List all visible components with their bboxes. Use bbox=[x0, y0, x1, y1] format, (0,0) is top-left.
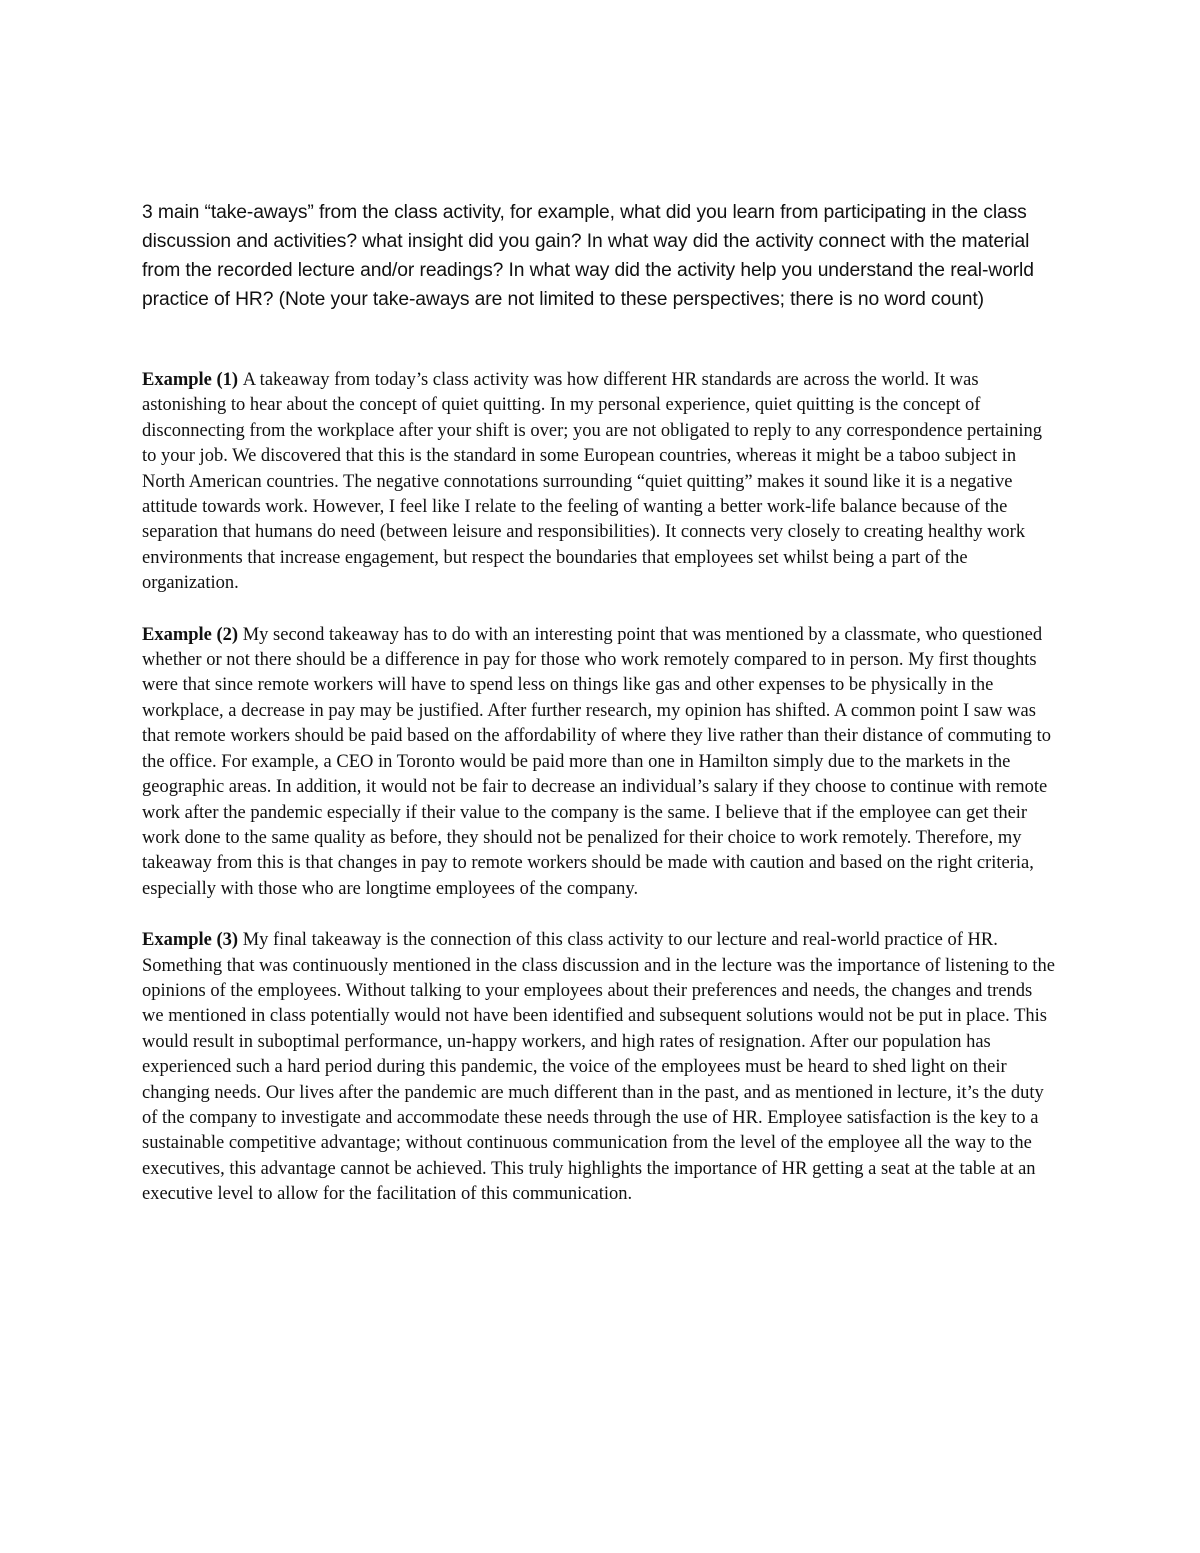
example-label-1: Example (1) bbox=[142, 370, 243, 390]
assignment-prompt: 3 main “take-aways” from the class activity, for example, what did you learn from participating in the class discussion and activities? what insight did you gain? In what way did the activity connect with the material from the recorded lecture and/or readings? In what way did the activity help you understand the real-world practice of HR? (Note your take-aways are not limited to these perspectives; there is no word count) bbox=[142, 202, 1034, 310]
takeaway-examples bbox=[142, 368, 1057, 1234]
example-label-2: Example (2) bbox=[142, 624, 243, 645]
example-paragraph-3 bbox=[142, 928, 1057, 1207]
example-label-3: Example (3) bbox=[142, 930, 243, 951]
example-paragraph-1 bbox=[142, 368, 1057, 597]
example-text-3: My final takeaway is the connection of this class activity to our lecture and real-world practice of HR. Something that was continuously mentioned in the class discussion and in the lecture was the importance of listening to the opinions of the employees. Without talking to your employees about their preferences and needs, the changes and trends we mentioned in class potentially would not have been identified and subsequent solutions would not be put in place. This would result in suboptimal performance, un-happy workers, and high rates of resignation. After our population has experienced such a hard period during this pandemic, the voice of the employees must be heard to shed light on their changing needs. Our lives after the pandemic are much different than in the past, and as mentioned in lecture, it’s the duty of the company to investigate and accommodate these needs through the use of HR. Employee satisfaction is the key to a sustainable competitive advantage; without continuous communication from the level of the employee all the way to the executives, this advantage cannot be achieved. This truly highlights the importance of HR getting a seat at the table at an executive level to allow for the facilitation of this communication. bbox=[142, 930, 1056, 1205]
example-text-2: My second takeaway has to do with an interesting point that was mentioned by a classmate, who questioned whether or not there should be a difference in pay for those who work remotely compared to in person. My first thoughts were that since remote workers will have to spend less on things like gas and other expenses to be physically in the workplace, a decrease in pay may be justified. After further research, my opinion has shifted. A common point I saw was that remote workers should be paid based on the affordability of where they live rather than their distance of commuting to the office. For example, a CEO in Toronto would be paid more than one in Hamilton simply due to the markets in the geographic areas. In addition, it would not be fair to decrease an individual’s salary if they choose to continue with remote work after the pandemic especially if their value to the company is the same. I believe that if the employee can get their work done to the same quality as before, they should not be penalized for their choice to work remotely. Therefore, my takeaway from this is that changes in pay to remote workers should be made with caution and based on the right criteria, especially with those who are longtime employees of the company. bbox=[142, 624, 1051, 899]
example-paragraph-2 bbox=[142, 623, 1057, 902]
example-text-1: A takeaway from today’s class activity was how different HR standards are across the world. It was astonishing to hear about the concept of quiet quitting. In my personal experience, quiet quitting is the concept of disconnecting from the workplace after your shift is over; you are not obligated to reply to any correspondence pertaining to your job. We discovered that this is the standard in some European countries, whereas it might be a taboo subject in North American countries. The negative connotations surrounding “quiet quitting” makes it sound like it is a negative attitude towards work. However, I feel like I relate to the feeling of wanting a better work-life balance because of the separation that humans do need (between leisure and responsibilities). It connects very closely to creating healthy work environments that increase engagement, but respect the boundaries that employees set whilst being a part of the organization. bbox=[142, 370, 1043, 594]
